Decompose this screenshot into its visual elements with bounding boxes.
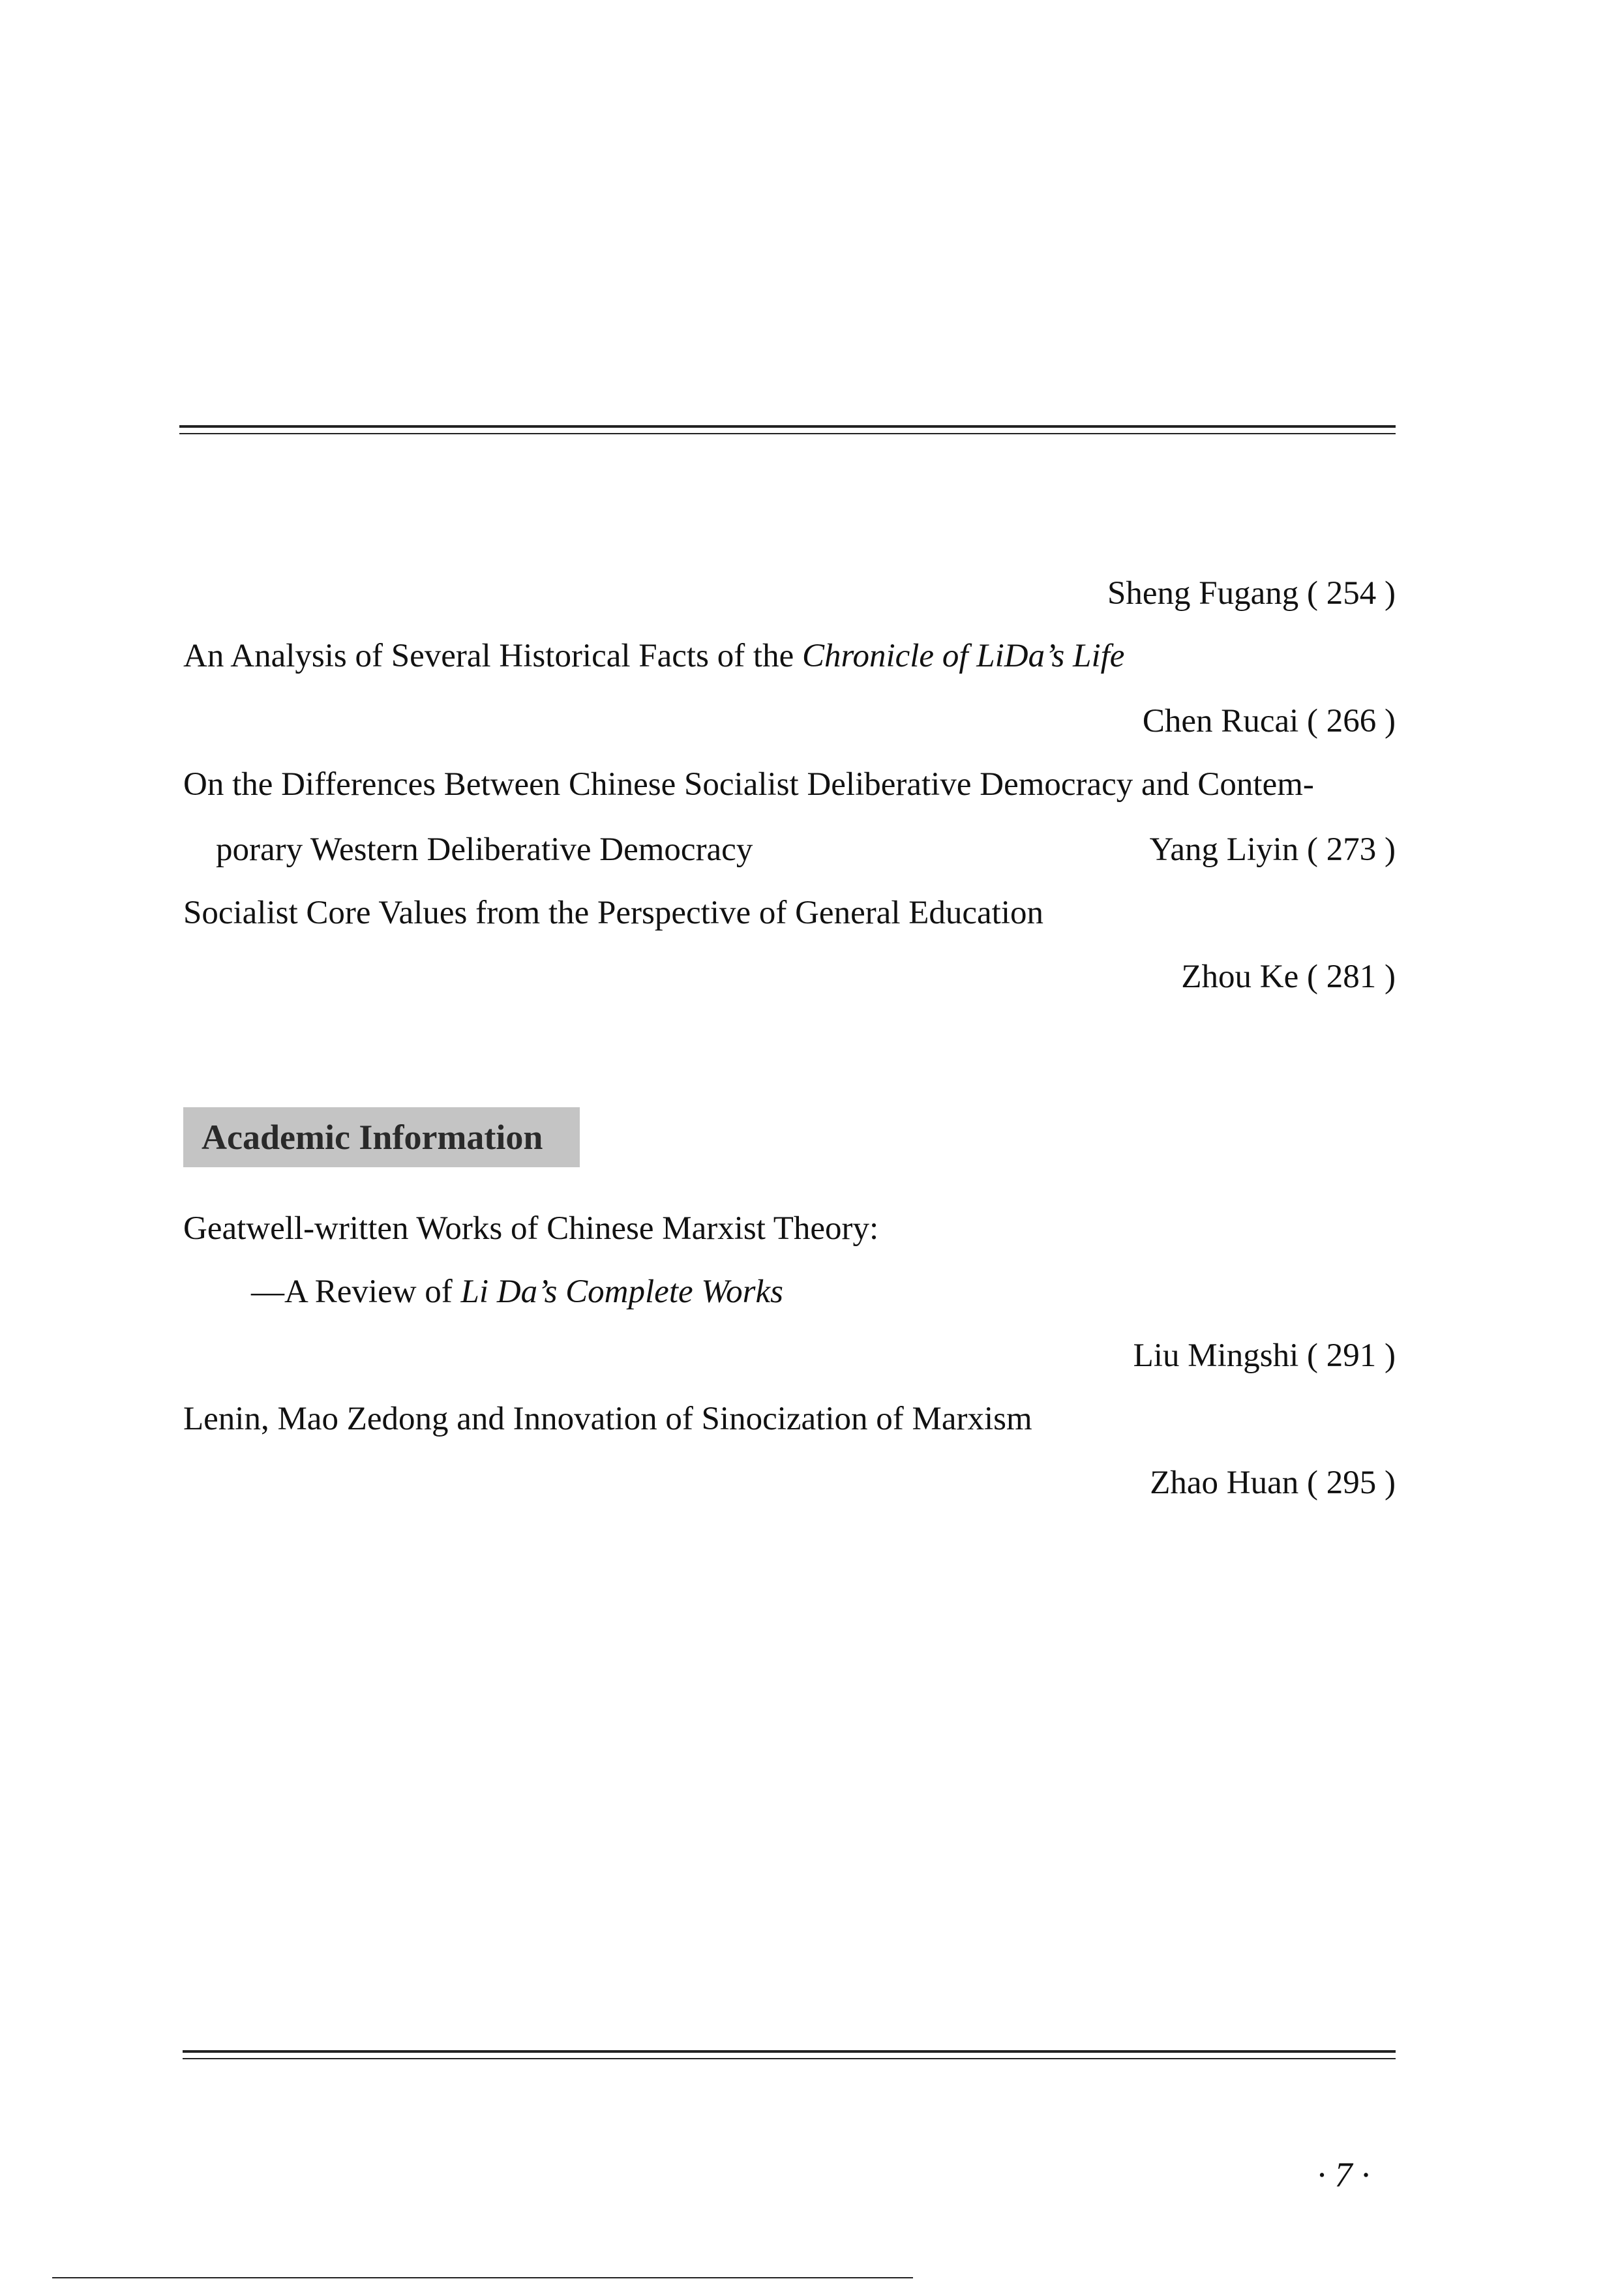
section-entry-1-subtitle-italic: Li Da’s Complete Works	[460, 1274, 784, 1310]
entry-2-title-italic: Chronicle of LiDa’s Life	[802, 638, 1125, 674]
entry-2-author-page	[913, 702, 1396, 741]
section-header	[183, 1107, 580, 1167]
entry-2-title	[183, 636, 1124, 676]
page-number: · 7 ·	[1317, 2155, 1370, 2194]
section-entry-1-author-page	[913, 1336, 1396, 1375]
entry-2-page: ( 266 )	[1307, 703, 1396, 739]
section-entry-1-author: Liu Mingshi	[1133, 1337, 1299, 1374]
entry-4-page: ( 281 )	[1307, 959, 1396, 995]
entry-2-title-text: An Analysis of Several Historical Facts of the	[183, 638, 802, 674]
section-entry-2-author-page	[913, 1463, 1396, 1502]
entry-3-author-page	[913, 830, 1396, 869]
section-entry-1-subtitle	[251, 1272, 783, 1311]
entry-3-page: ( 273 )	[1307, 831, 1396, 868]
entry-3-title-line2: porary Western Deliberative Democracy	[216, 831, 753, 868]
entry-4-author: Zhou Ke	[1181, 959, 1299, 995]
section-title: Academic Information	[202, 1118, 543, 1157]
entry-3-author: Yang Liyin	[1149, 831, 1299, 868]
entry-1-author: Sheng Fugang	[1107, 575, 1299, 612]
bottom-rule-thin	[183, 2058, 1396, 2059]
entry-4-author-page	[913, 957, 1396, 996]
entry-1-page: ( 254 )	[1307, 575, 1396, 612]
bottom-rule-thick	[183, 2050, 1396, 2053]
section-entry-1-title: Geatwell-written Works of Chinese Marxist Theory:	[183, 1210, 879, 1247]
section-entry-1-page: ( 291 )	[1307, 1337, 1396, 1374]
entry-1-author-page	[913, 574, 1396, 613]
section-entry-2-title: Lenin, Mao Zedong and Innovation of Sinocization of Marxism	[183, 1401, 1032, 1437]
entry-3-title-line1: On the Differences Between Chinese Socialist Deliberative Democracy and Contem-	[183, 766, 1314, 803]
top-rule-thick	[179, 425, 1396, 428]
section-entry-2-page: ( 295 )	[1307, 1465, 1396, 1501]
entry-4-title: Socialist Core Values from the Perspective of General Education	[183, 895, 1044, 931]
scan-edge-line	[52, 2277, 913, 2278]
top-rule-thin	[179, 433, 1396, 434]
section-entry-1-subtitle-text: —A Review of	[251, 1274, 461, 1310]
entry-2-author: Chen Rucai	[1142, 703, 1299, 739]
section-entry-2-author: Zhao Huan	[1150, 1465, 1299, 1501]
